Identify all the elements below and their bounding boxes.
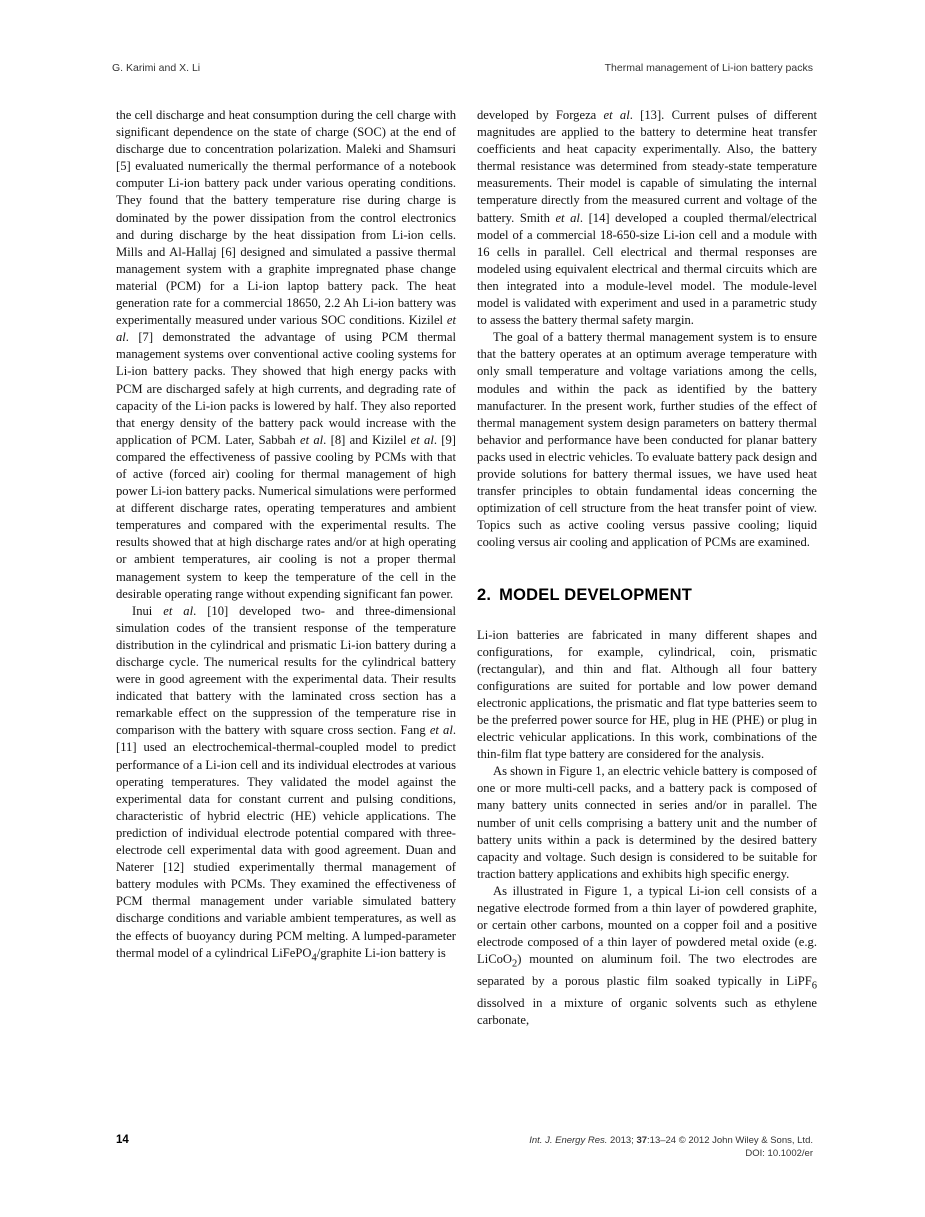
right-column bbox=[477, 107, 817, 1029]
section-number: 2. bbox=[477, 586, 492, 605]
page-footer bbox=[112, 1134, 813, 1174]
page-number: 14 bbox=[116, 1134, 129, 1146]
paragraph: developed by Forgeza et al. [13]. Current pulses of different magnitudes are applied to the battery to determine heat transfer coefficients and heat capacity experimentally. Also, the battery thermal resistance was determined from steady-state temperature measurements. Their model is capable of simulating the internal temperature directly from the measured current and voltage of the battery. Smith et al. [14] developed a coupled thermal/electrical model of a commercial 18-650-size Li-ion cell and a module with 16 cells in parallel. Cell electrical and thermal responses are modeled using equivalent electrical and thermal circuits which are then integrated into a module-level model. The module-level model is validated with experiment and used in a parametric study to assess the battery thermal safety margin. bbox=[477, 108, 817, 328]
left-column bbox=[116, 107, 456, 966]
paragraph: The goal of a battery thermal management system is to ensure that the battery operates at an optimum average temperature with only small temperature and voltage variations among the cells, modules and within the pack as identified by the battery manufacturer. In the present work, further studies of the effect of thermal management system design parameters on battery thermal behavior and performance have been conducted for planar battery packs used in electric vehicles. To evaluate battery pack design and provide solutions for battery thermal issues, we have used heat transfer principles to obtain fundamental ideas concerning the optimization of cell structure from the heat transfer point of view. Topics such as active cooling versus passive cooling; liquid cooling versus air cooling and application of PCMs are examined. bbox=[477, 330, 817, 550]
volume: 37 bbox=[636, 1135, 648, 1146]
journal-name: Int. J. Energy Res. bbox=[529, 1135, 608, 1146]
paragraph: As illustrated in Figure 1, a typical Li-ion cell consists of a negative electrode formed from a thin layer of powdered graphite, or certain other carbons, mounted on a copper foil and a positive electrode composed of a thin layer of powdered metal oxide (e.g. LiCoO$_2$) mounted on aluminum foil. The two electrodes are separated by a porous plastic film soaked typically in LiPF$_6$ dissolved in a mixture of organic solvents such as ethylene carbonate, bbox=[477, 883, 817, 1027]
section-title: MODEL DEVELOPMENT bbox=[499, 586, 693, 605]
running-header bbox=[112, 62, 813, 78]
section-heading bbox=[477, 587, 817, 604]
paragraph: the cell discharge and heat consumption during the cell charge with significant dependence on the state of charge (SOC) at the end of discharge due to concentration polarization. Maleki and Shamsuri [5] evaluated numerically the thermal performance of a notebook computer Li-ion battery pack under various operating conditions. They found that the battery temperature rise during charge is dominated by the power dissipation from the control electronics and during discharge by the heat dissipation from Li-ion cells. Mills and Al-Hallaj [6] designed and simulated a passive thermal management system with a graphite impregnated phase change material (PCM) for a Li-ion laptop battery pack. The heat generation rate for a commercial 18650, 2.2 Ah Li-ion battery was experimentally measured under various SOC conditions. Kizilel et al. [7] demonstrated the advantage of using PCM thermal management systems over conventional active cooling systems for Li-ion battery packs. They showed that high energy packs with PCM are discharged safely at high currents, and degrading rate of capacity of the Li-ion packs is lowered by half. They also reported that energy density of the battery pack would increase with the application of PCM. Later, Sabbah et al. [8] and Kizilel et al. [9] compared the effectiveness of passive cooling by PCMs with that of active (forced air) cooling for thermal management of high power Li-ion battery packs. Numerical simulations were performed at different discharge rates, operating temperatures and ambient temperatures and compared with the experimental results. The results showed that at high discharge rates and/or at high operating or ambient temperatures, air cooling is not a proper thermal management system to keep the temperature of the cell in the desirable operating range without expending significant fan power. bbox=[116, 108, 456, 601]
paragraph: Li-ion batteries are fabricated in many different shapes and configurations, for example, cylindrical, coin, prismatic (rectangular), and thin and flat. Although all four battery configurations are suited for portable and low power demand electronic applications, the prismatic and flat type batteries seem to be the preferred power source for HE, plug in HE (PHE) or plug in electric vehicular applications. In this work, combinations of the thin-film flat type battery are considered for the analysis. bbox=[477, 627, 817, 762]
header-running-title: Thermal management of Li-ion battery packs bbox=[604, 62, 813, 74]
header-authors: G. Karimi and X. Li bbox=[112, 62, 201, 74]
journal-citation: Int. J. Energy Res. 2013; 37:13–24 © 2012 John Wiley & Sons, Ltd. DOI: 10.1002/er bbox=[529, 1135, 813, 1159]
paragraph: Inui et al. [10] developed two- and three-dimensional simulation codes of the transient response of the temperature distribution in the cylindrical and prismatic Li-ion battery during a discharge cycle. The numerical results for the cylindrical battery were in good agreement with the experimental data. Their results indicated that battery with the laminated cross section has a remarkable effect on the suppression of the temperature rise in comparison with the battery with square cross section. Fang et al. [11] used an electrochemical-thermal-coupled model to predict performance of a Li-ion cell and its individual electrodes at various operating temperatures. They validated the model against the experimental data for constant current and pulsing conditions, characteristic of hybrid electric (HE) vehicle applications. The prediction of individual electrode potential compared with three-electrode cell experimental data with good agreement. Duan and Naterer [12] studied experimentally thermal management of battery modules with PCMs. They examined the effectiveness of PCM thermal management under variable simulated battery discharge conditions and variable ambient temperatures, as well as the effects of buoyancy during PCM melting. A lumped-parameter thermal model of a cylindrical LiFePO$_4$/graphite Li-ion battery is bbox=[116, 603, 456, 964]
doi: DOI: 10.1002/er bbox=[745, 1148, 813, 1159]
paragraph: As shown in Figure 1, an electric vehicle battery is composed of one or more multi-cell packs, and a battery pack is composed of many battery units connected in series and/or in parallel. The number of unit cells comprising a battery unit and the number of battery units within a pack is determined by the desired battery capacity and voltage. Such design is considered to be suitable for traction battery applications and exhibits high specific energy. bbox=[477, 764, 817, 881]
